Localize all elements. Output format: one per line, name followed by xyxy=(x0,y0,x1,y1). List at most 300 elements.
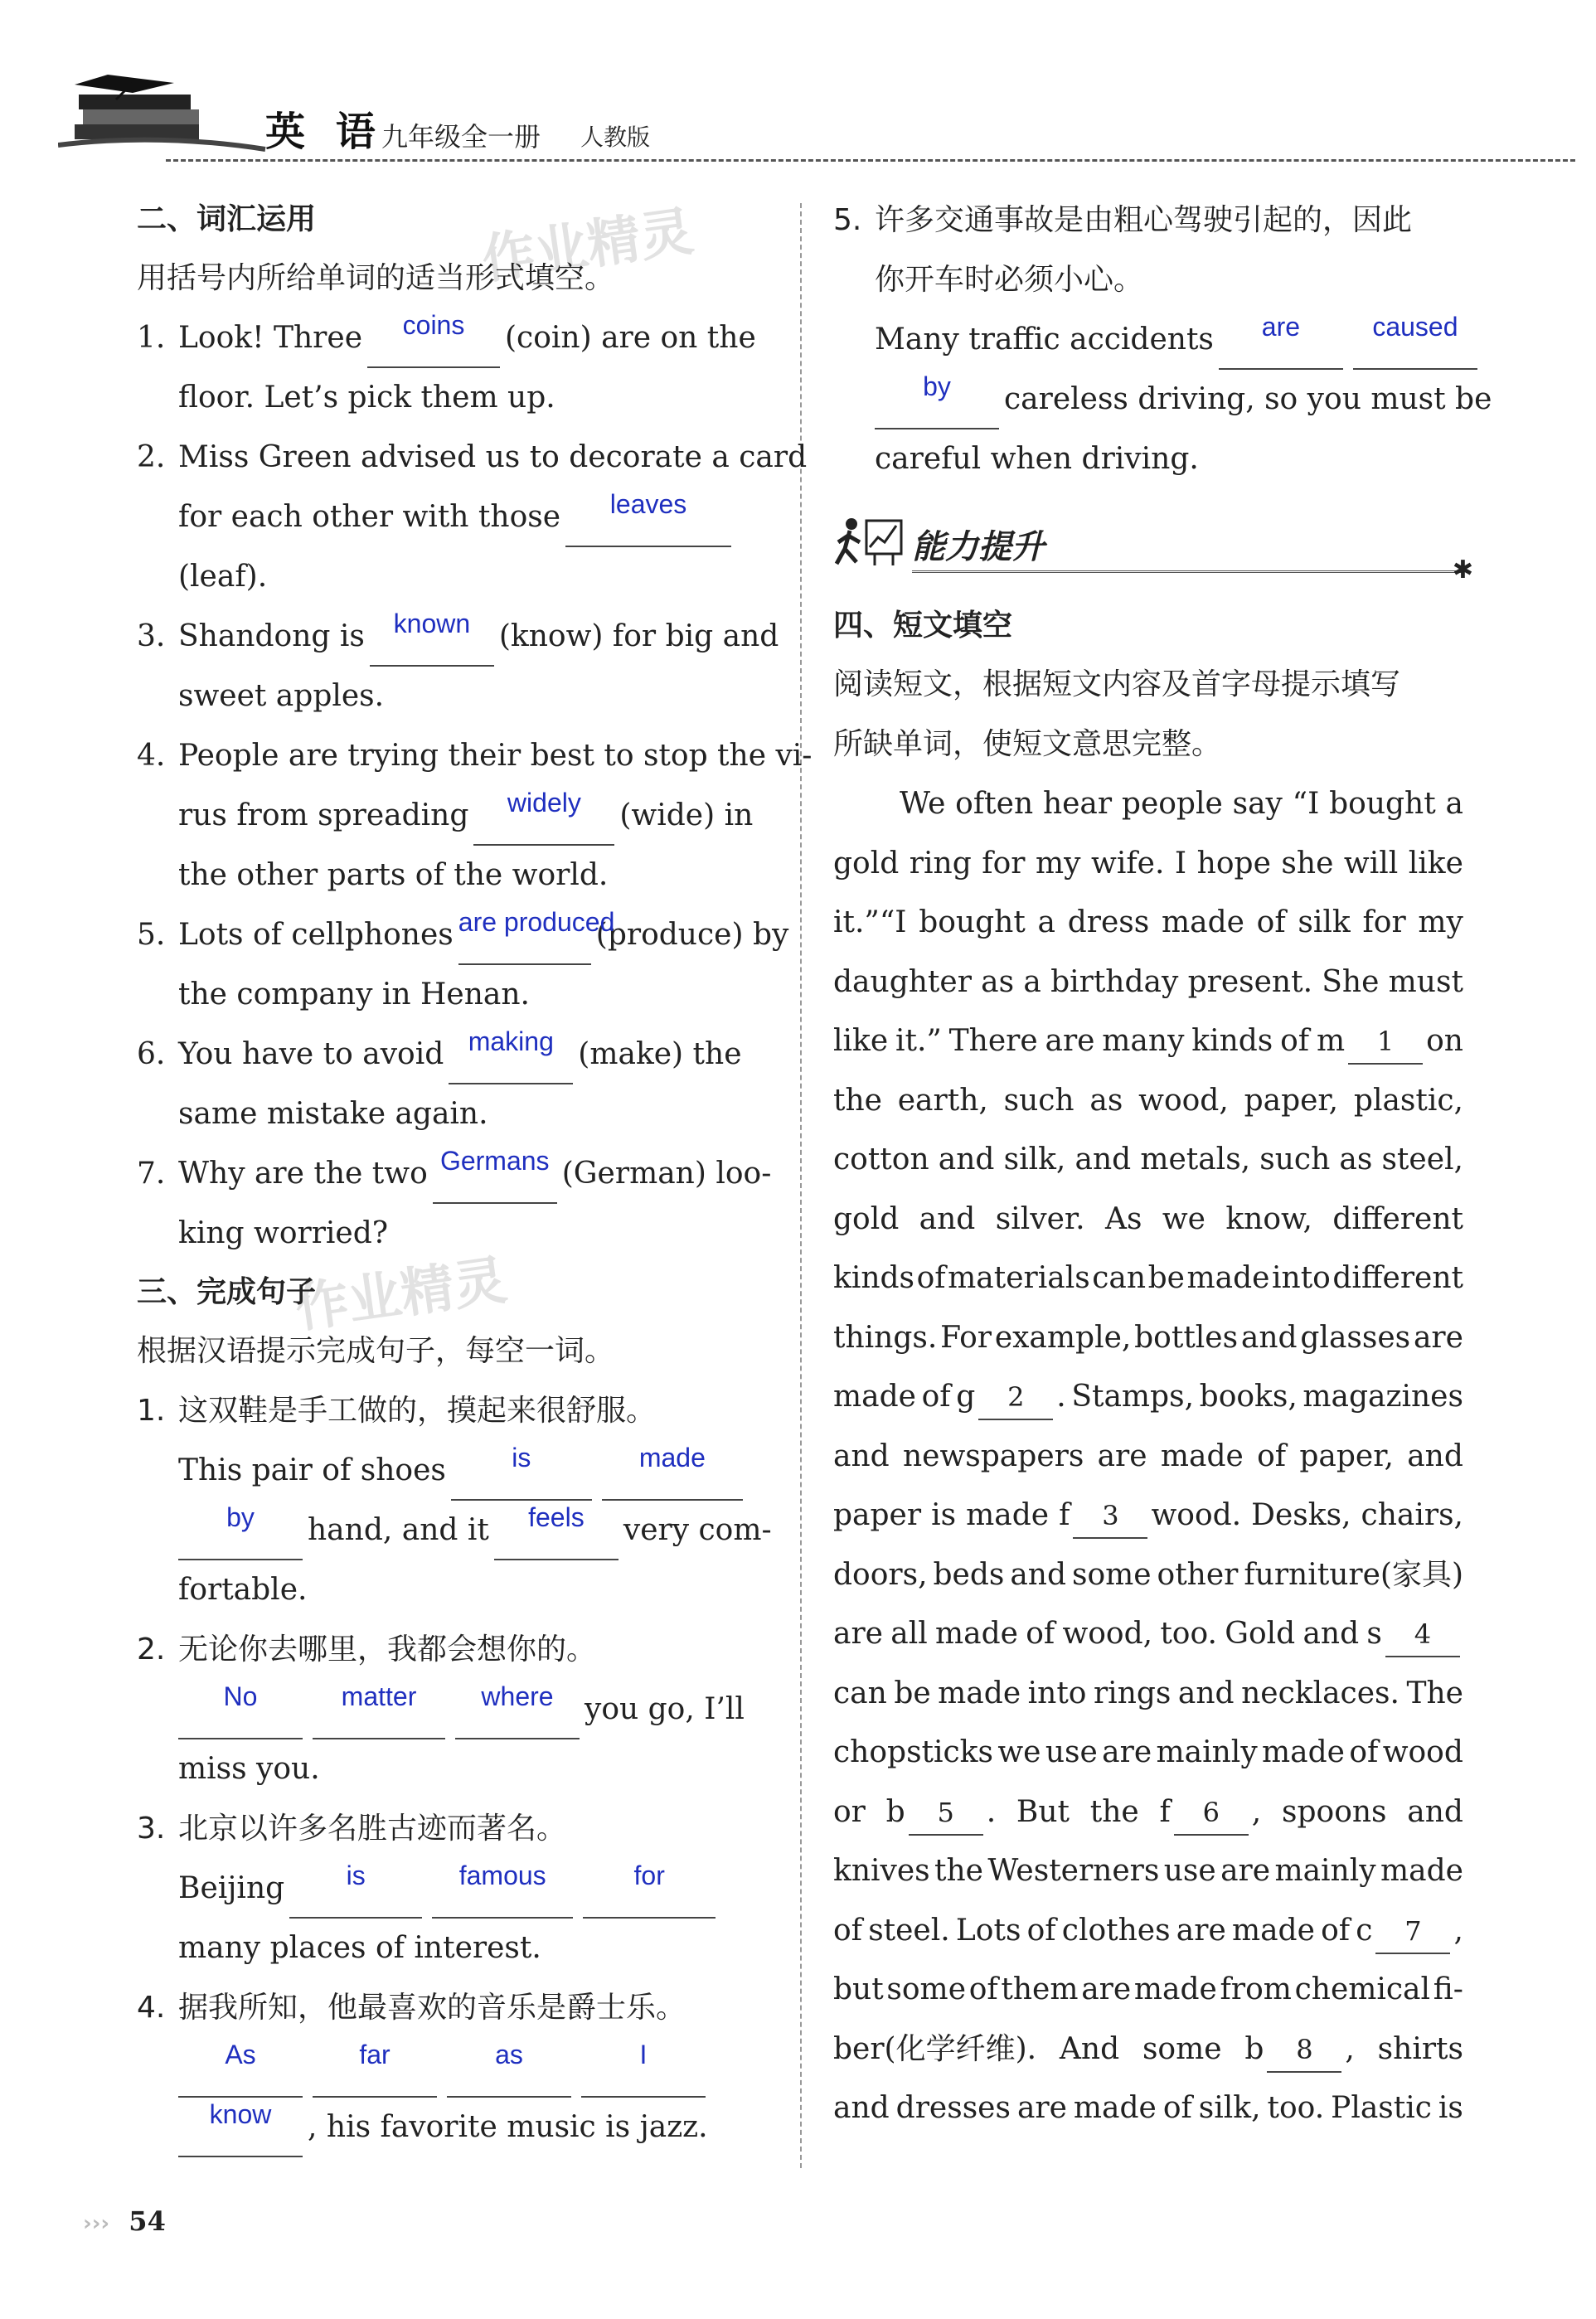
passage-word: rings xyxy=(1093,1676,1172,1710)
question-line xyxy=(137,1739,767,1799)
passage-word: and xyxy=(1240,1320,1298,1355)
subject-title: 英 语 xyxy=(265,109,384,155)
question-line xyxy=(137,1859,767,1919)
passage-word: and xyxy=(919,1201,976,1236)
passage-word: beds xyxy=(933,1557,1005,1592)
text: hand, and it xyxy=(308,1513,489,1547)
passage-word: some xyxy=(1142,2031,1222,2066)
passage-word: I xyxy=(1174,846,1187,881)
passage-word: daughter xyxy=(833,964,972,999)
passage-word: books, xyxy=(1199,1380,1298,1414)
passage-word: and xyxy=(833,2091,890,2125)
passage-word: kinds xyxy=(1191,1024,1273,1058)
passage-word: As xyxy=(1104,1201,1142,1236)
answer-blank[interactable] xyxy=(455,1681,580,1739)
passage-word: them xyxy=(1001,1972,1079,2006)
passage-word: made xyxy=(934,1617,1018,1651)
passage-word: of xyxy=(916,1261,946,1295)
passage-word: such xyxy=(1259,1143,1331,1176)
passage-word: example, xyxy=(994,1320,1132,1355)
passage-word: of xyxy=(1026,1913,1056,1948)
passage-word: mainly xyxy=(1156,1735,1258,1769)
question-number: 1. xyxy=(137,1394,166,1428)
passage-line xyxy=(833,1723,1463,1783)
question-line xyxy=(137,726,813,786)
passage-word: like xyxy=(833,1024,889,1058)
passage-word: steel. xyxy=(868,1913,950,1948)
answer-blank[interactable] xyxy=(178,2040,303,2098)
question-number: 2. xyxy=(137,1633,166,1666)
chevron-icon: ››› xyxy=(83,2211,110,2236)
answer-blank[interactable] xyxy=(583,1861,716,1919)
passage-word: made xyxy=(1161,905,1244,939)
passage-line xyxy=(833,2079,1463,2138)
passage-word: of xyxy=(1257,1438,1287,1473)
passage-word: dresses xyxy=(895,2091,1011,2125)
question-line xyxy=(137,1144,772,1204)
passage-word: is xyxy=(1438,2091,1463,2125)
text: sweet apples. xyxy=(178,679,385,713)
numbered-blank[interactable]: 7 xyxy=(1375,1909,1450,1954)
passage-word: cotton xyxy=(833,1143,929,1176)
passage-word: of xyxy=(968,1972,998,2006)
passage-word: There xyxy=(948,1024,1038,1058)
passage-line xyxy=(833,1841,1463,1901)
passage-word: wood, xyxy=(1062,1617,1153,1651)
passage-word: too. xyxy=(1267,2091,1325,2125)
question-number: 6. xyxy=(137,1037,166,1071)
passage-word: made xyxy=(1133,1972,1217,2006)
passage-word: Westerners xyxy=(987,1854,1160,1888)
passage-word: use xyxy=(1045,1735,1098,1769)
passage-word: gold xyxy=(833,846,900,881)
answer: are xyxy=(1261,312,1301,342)
answer-blank[interactable] xyxy=(1219,312,1343,370)
passage-word: made xyxy=(1380,1854,1463,1888)
text: very com- xyxy=(623,1513,772,1547)
text: (coin) are on the xyxy=(505,321,756,355)
passage-word: and xyxy=(833,1438,890,1473)
passage-word: of xyxy=(1321,1913,1351,1948)
passage-word: or xyxy=(833,1794,866,1829)
passage-word: like xyxy=(1408,846,1463,881)
text: king worried? xyxy=(178,1216,389,1250)
numbered-blank[interactable]: 3 xyxy=(1073,1494,1147,1539)
text: Miss Green advised us to decorate a card xyxy=(178,440,808,474)
passage-word: it.” xyxy=(895,1024,942,1058)
text: Shandong is xyxy=(178,619,365,653)
passage-line xyxy=(833,1071,1463,1131)
passage-word: shirts xyxy=(1377,2031,1463,2066)
passage-line xyxy=(833,1130,1463,1190)
answer: making xyxy=(468,1026,554,1056)
passage-word: are xyxy=(1413,1320,1463,1355)
numbered-blank[interactable]: 2 xyxy=(978,1375,1053,1420)
section-title: 四、短文填空 xyxy=(833,609,1013,643)
passage-word: can xyxy=(833,1676,887,1710)
passage-word: steel, xyxy=(1381,1143,1463,1176)
chinese-prompt: 这双鞋是手工做的，摸起来很舒服。 xyxy=(178,1394,657,1428)
text: rus from spreading xyxy=(178,798,469,832)
answer: leaves xyxy=(609,489,687,519)
page-header xyxy=(50,58,1575,166)
question-line xyxy=(137,2098,767,2157)
passage-word: all xyxy=(890,1617,928,1651)
text: (make) the xyxy=(578,1037,742,1071)
passage-word: bought xyxy=(919,905,1026,939)
question-line xyxy=(137,1501,772,1560)
right-column xyxy=(833,191,1492,2138)
passage-word: chopsticks xyxy=(833,1735,993,1769)
page-number: 54 xyxy=(129,2205,166,2237)
question-line xyxy=(833,310,1463,370)
question-line xyxy=(137,488,767,547)
question-line xyxy=(137,667,767,726)
answer-blank[interactable] xyxy=(565,489,731,547)
answer: know xyxy=(209,2099,272,2129)
answer: matter xyxy=(341,1681,417,1711)
answer: feels xyxy=(528,1502,585,1532)
passage-word: some xyxy=(886,1972,966,2006)
answer-blank[interactable] xyxy=(473,788,614,846)
passage-word: my xyxy=(1036,846,1081,881)
passage-word: f 3 wood. xyxy=(1059,1486,1241,1545)
passage-word: doors, xyxy=(833,1557,928,1592)
passage-line xyxy=(833,1545,1463,1605)
text: (wide) in xyxy=(619,798,754,832)
passage-word: Gold xyxy=(1225,1617,1296,1651)
question-number: 2. xyxy=(137,440,166,474)
answer-blank[interactable] xyxy=(313,1681,445,1739)
text: Look! Three xyxy=(178,321,362,355)
question-line xyxy=(833,191,1463,250)
question-line xyxy=(137,2038,767,2098)
passage-word: bottles xyxy=(1134,1320,1239,1355)
question-line xyxy=(137,607,779,667)
passage-word: people xyxy=(1121,787,1223,821)
instruction: 所缺单词，使短文意思完整。 xyxy=(833,727,1222,761)
passage-word: and xyxy=(938,1143,995,1176)
grade-label: 九年级全一册 xyxy=(381,121,541,153)
passage-line xyxy=(833,1249,1463,1308)
passage-word: are xyxy=(1097,1438,1147,1473)
answer-blank[interactable] xyxy=(370,609,494,667)
passage-word: but xyxy=(833,1972,884,2006)
passage-word: magazines xyxy=(1303,1380,1463,1414)
passage-line xyxy=(833,1012,1463,1071)
text: People are trying their best to stop the vi- xyxy=(178,739,813,773)
passage-word: are xyxy=(1081,1972,1132,2006)
ability-banner xyxy=(833,497,1473,589)
passage-word: are xyxy=(1176,1913,1226,1948)
passage-line xyxy=(833,953,1463,1012)
passage-word: She xyxy=(1322,964,1380,999)
question-line xyxy=(137,1799,767,1859)
question-line xyxy=(137,1680,767,1739)
passage-word: s 4 xyxy=(1366,1604,1463,1664)
text: floor. Let’s pick them up. xyxy=(178,381,555,415)
question-number: 5. xyxy=(833,203,862,237)
text: fortable. xyxy=(178,1573,308,1607)
passage-word: made xyxy=(938,1676,1021,1710)
passage-word: can xyxy=(1092,1261,1147,1295)
question-line xyxy=(137,965,767,1025)
text: (leaf). xyxy=(178,560,268,594)
passage-word: of xyxy=(1280,1024,1310,1058)
passage-line xyxy=(833,1308,1463,1368)
passage-word: bought xyxy=(1329,787,1436,821)
question-line xyxy=(137,1560,767,1620)
passage-word: wood, xyxy=(1138,1083,1229,1118)
question-line xyxy=(137,1441,767,1501)
passage-word: will xyxy=(1343,846,1399,881)
passage-word: c 7 , xyxy=(1356,1901,1463,1961)
numbered-blank[interactable]: 1 xyxy=(1348,1020,1423,1065)
passage-word: my xyxy=(1418,905,1463,939)
question-line xyxy=(137,308,767,368)
passage-line xyxy=(833,1664,1463,1724)
passage-word: such xyxy=(1003,1083,1075,1118)
answer: Germans xyxy=(439,1146,550,1176)
passage-word: made xyxy=(1073,2091,1157,2125)
passage-line xyxy=(833,893,1463,953)
question-number: 1. xyxy=(137,321,166,355)
answer: for xyxy=(633,1861,665,1890)
chinese-prompt: 无论你去哪里，我都会想你的。 xyxy=(178,1633,597,1666)
passage-word: b 5 . xyxy=(886,1783,997,1842)
passage-word: made xyxy=(833,1380,916,1414)
chinese-prompt: 许多交通事故是由粗心驾驶引起的，因此 xyxy=(875,203,1413,237)
question-line xyxy=(833,370,1492,429)
answer-blank[interactable] xyxy=(178,1502,303,1560)
passage-word: different xyxy=(1332,1201,1463,1236)
passage-word: chemical xyxy=(1294,1972,1431,2006)
text: (produce) by xyxy=(595,918,789,952)
passage-word: Lots xyxy=(955,1913,1021,1948)
question-line xyxy=(137,786,767,846)
passage-word: Stamps, xyxy=(1071,1380,1195,1414)
runner-chart-icon xyxy=(833,514,924,572)
passage-word: use xyxy=(1163,1854,1216,1888)
question-line xyxy=(137,905,789,965)
answer: are produced xyxy=(458,907,615,937)
passage-word: and xyxy=(1010,1557,1067,1592)
answer-blank[interactable] xyxy=(458,907,615,965)
passage-word: kinds xyxy=(833,1261,915,1295)
passage-word: made xyxy=(1231,1913,1315,1948)
passage-word: g 2 . xyxy=(956,1367,1066,1427)
passage-word: hope xyxy=(1196,846,1271,881)
answer-blank[interactable] xyxy=(432,1861,573,1919)
question-line xyxy=(137,1204,767,1264)
passage-word: must xyxy=(1388,964,1463,999)
question-line xyxy=(137,368,767,428)
numbered-blank[interactable]: 5 xyxy=(909,1791,983,1836)
text: same mistake again. xyxy=(178,1097,488,1131)
passage-word: many xyxy=(1102,1024,1185,1058)
numbered-blank[interactable]: 4 xyxy=(1385,1613,1460,1657)
passage-word: things. xyxy=(833,1320,938,1355)
passage-word: silk, xyxy=(1198,2091,1261,2125)
passage-word: furniture(家具) xyxy=(1244,1557,1463,1592)
passage-word: for xyxy=(1362,905,1406,939)
edition-label: 人教版 xyxy=(580,124,651,151)
answer: coins xyxy=(402,310,465,340)
answer-blank[interactable] xyxy=(494,1502,619,1560)
left-column xyxy=(137,191,813,2157)
answer-blank[interactable] xyxy=(447,2040,571,2098)
passage-word: necklaces. xyxy=(1241,1676,1400,1710)
passage-word: of xyxy=(1256,905,1286,939)
text: (know) for big and xyxy=(498,619,779,653)
passage-word: different xyxy=(1332,1261,1463,1295)
passage-word: earth, xyxy=(897,1083,988,1118)
answer-blank[interactable] xyxy=(178,2099,303,2157)
passage-word: ber(化学纤维). xyxy=(833,2031,1037,2066)
answer-blank[interactable] xyxy=(178,1681,303,1739)
section-title: 三、完成句子 xyxy=(137,1275,317,1309)
answer-blank[interactable] xyxy=(449,1026,573,1084)
passage-word: the xyxy=(934,1854,983,1888)
passage-word: ring xyxy=(909,846,972,881)
question-line xyxy=(833,429,1463,489)
answer: by xyxy=(226,1502,255,1532)
answer: where xyxy=(481,1681,554,1711)
text: Why are the two xyxy=(178,1157,428,1191)
passage-word: But xyxy=(1016,1794,1070,1829)
text: This pair of shoes xyxy=(178,1453,446,1487)
passage-word: “I xyxy=(1292,787,1320,821)
passage-word: birthday xyxy=(1050,964,1179,999)
passage-word: mainly xyxy=(1274,1854,1376,1888)
answer: caused xyxy=(1372,312,1458,342)
answer: No xyxy=(223,1681,258,1711)
passage-word: f 6 , xyxy=(1159,1783,1261,1842)
answer-blank[interactable] xyxy=(367,310,500,368)
chinese-prompt: 据我所知，他最喜欢的音乐是爵士乐。 xyxy=(178,1991,686,2025)
answer: by xyxy=(923,371,951,401)
passage xyxy=(833,774,1463,2138)
passage-word: as xyxy=(1089,1083,1123,1118)
question-line xyxy=(137,1620,767,1680)
passage-word: paper, xyxy=(1244,1083,1339,1118)
passage-word: other xyxy=(1157,1557,1239,1592)
text: Beijing xyxy=(178,1871,285,1905)
text: Lots of cellphones xyxy=(178,918,454,952)
answer-blank[interactable] xyxy=(1353,312,1477,370)
passage-word: of xyxy=(1026,1617,1055,1651)
passage-word: are xyxy=(833,1617,883,1651)
passage-word: paper xyxy=(833,1498,922,1532)
instruction: 根据汉语提示完成句子，每空一词。 xyxy=(137,1334,615,1368)
answer-blank[interactable] xyxy=(433,1146,557,1204)
passage-word: dress xyxy=(1067,905,1150,939)
passage-word: it.”“I xyxy=(833,905,907,939)
text: careful when driving. xyxy=(875,442,1199,476)
instruction: 阅读短文，根据短文内容及首字母提示填写 xyxy=(833,667,1401,701)
text: , his favorite music is jazz. xyxy=(308,2110,708,2144)
passage-word: made xyxy=(1160,1438,1244,1473)
passage-word: are xyxy=(1220,1854,1271,1888)
passage-word: And xyxy=(1059,2031,1120,2066)
passage-word: be xyxy=(1147,1261,1185,1295)
numbered-blank[interactable]: 8 xyxy=(1267,2028,1341,2073)
text: the other parts of the world. xyxy=(178,858,609,892)
answer: far xyxy=(359,2040,391,2069)
question-number: 5. xyxy=(137,918,166,952)
question-number: 4. xyxy=(137,739,166,773)
passage-word: Plastic xyxy=(1331,2091,1432,2125)
passage-word: the xyxy=(1089,1794,1139,1829)
question-line xyxy=(137,1025,767,1084)
question-line xyxy=(137,1381,767,1441)
answer: as xyxy=(495,2040,523,2069)
passage-word: silk xyxy=(1298,905,1351,939)
passage-line xyxy=(833,1190,1463,1249)
passage-word: gold xyxy=(833,1201,900,1236)
passage-word: paper, xyxy=(1299,1438,1394,1473)
passage-word: The xyxy=(1406,1676,1463,1710)
watermark: 作业精灵 xyxy=(291,1249,511,1341)
passage-word: is xyxy=(931,1498,957,1532)
passage-word: and xyxy=(1075,1143,1132,1176)
answer-blank[interactable] xyxy=(875,371,999,429)
passage-word: too. xyxy=(1160,1617,1217,1651)
passage-word: m 1 on xyxy=(1317,1012,1463,1071)
answer-blank[interactable] xyxy=(581,2040,706,2098)
banner-rule xyxy=(912,570,1463,573)
answer-blank[interactable] xyxy=(313,2040,437,2098)
text: careless driving, so you must be xyxy=(1004,382,1492,416)
passage-word: For xyxy=(940,1320,992,1355)
banner-title: 能力提升 xyxy=(912,528,1045,566)
passage-word: and xyxy=(1407,1438,1463,1473)
text: you go, I’ll xyxy=(585,1692,745,1726)
passage-word: we xyxy=(997,1735,1041,1769)
passage-word: from xyxy=(1220,1972,1292,2006)
passage-word: materials xyxy=(948,1261,1090,1295)
question-number: 7. xyxy=(137,1157,166,1191)
section-title: 二、词汇运用 xyxy=(137,202,317,236)
passage-word: plastic, xyxy=(1353,1083,1463,1118)
star-icon: ✱ xyxy=(1452,555,1473,585)
passage-word: a xyxy=(1445,787,1463,821)
passage-word: of xyxy=(921,1380,951,1414)
chinese-prompt: 北京以许多名胜古迹而著名。 xyxy=(178,1812,567,1846)
passage-word: are xyxy=(1102,1735,1152,1769)
answer-blank[interactable] xyxy=(451,1443,592,1501)
question-line xyxy=(137,846,767,905)
passage-word: as xyxy=(981,964,1015,999)
passage-word: for xyxy=(982,846,1026,881)
passage-word: say xyxy=(1232,787,1283,821)
passage-word: some xyxy=(1071,1557,1152,1592)
passage-word: silk, xyxy=(1003,1143,1066,1176)
answer-blank[interactable] xyxy=(602,1443,743,1501)
passage-word: are xyxy=(1045,1024,1095,1058)
passage-word: of xyxy=(1349,1735,1379,1769)
question-line xyxy=(137,1978,767,2038)
passage-word: of xyxy=(1162,2091,1192,2125)
answer-blank[interactable] xyxy=(289,1861,422,1919)
chinese-prompt: 你开车时必须小心。 xyxy=(875,263,1144,297)
passage-word: Desks, xyxy=(1251,1498,1351,1532)
passage-word: silver. xyxy=(995,1201,1085,1236)
numbered-blank[interactable]: 6 xyxy=(1174,1791,1249,1836)
passage-word: chairs, xyxy=(1361,1498,1463,1532)
text: many places of interest. xyxy=(178,1931,541,1965)
passage-word: are xyxy=(1016,2091,1067,2125)
